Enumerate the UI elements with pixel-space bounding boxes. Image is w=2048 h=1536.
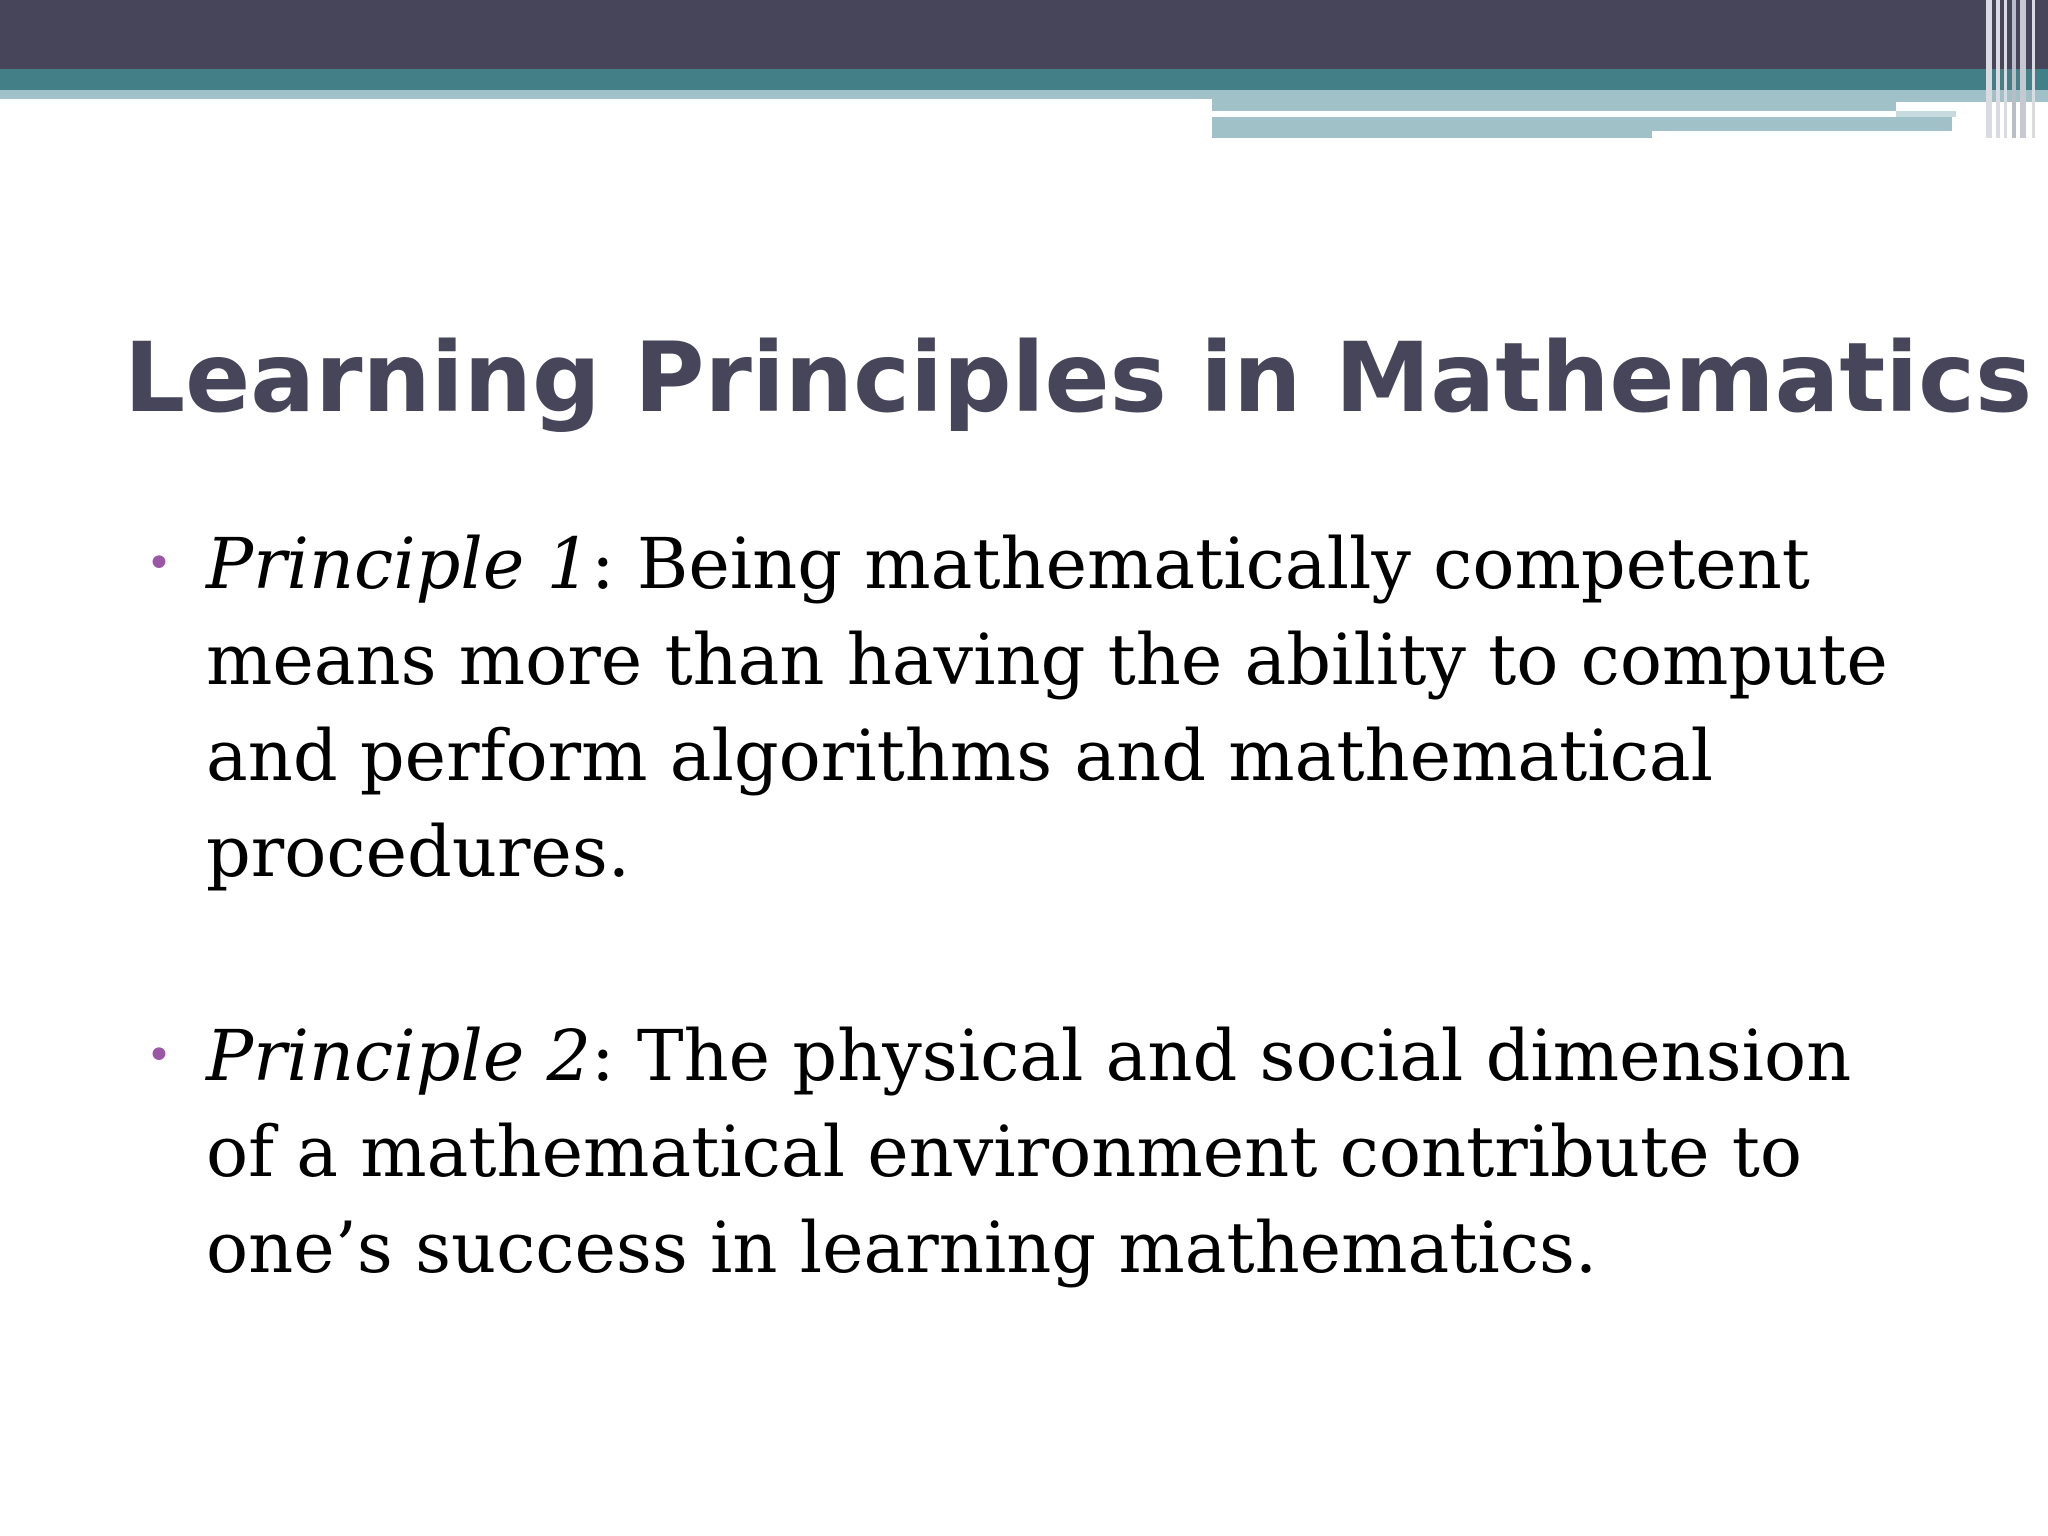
bullet-marker: • (146, 1030, 172, 1081)
header-band-gap (1896, 111, 1956, 117)
header-band-teal (0, 69, 2048, 90)
header-stripe (2032, 0, 2035, 138)
header-stripe (2004, 0, 2007, 138)
header-band-dark (0, 0, 2048, 69)
bullet-marker: • (146, 538, 172, 589)
term-separator: : (591, 523, 615, 605)
header-stripe (1996, 0, 2000, 138)
principle-term: Principle 2 (206, 1015, 592, 1097)
header-band-accent (1212, 90, 2048, 102)
header-band-accent (1652, 117, 1952, 131)
term-separator: : (591, 1015, 615, 1097)
header-band-accent (1212, 102, 1896, 111)
principle-text: Being mathematically competent means more than having the ability to compute and perform algorithms and mathematical procedures. (206, 523, 1888, 893)
principle-term: Principle 1 (206, 523, 592, 605)
bullet-item-principle-2 (146, 1008, 1936, 1296)
header-stripe (2012, 0, 2016, 138)
header-band-accent (1212, 117, 1652, 138)
header-stripe (1986, 0, 1992, 138)
slide-title: Learning Principles in Mathematics (124, 322, 2033, 434)
principle-text: The physical and social dimension of a mathematical environment contribute to one’s success in learning mathematics. (206, 1015, 1852, 1289)
header-band-light (0, 90, 1212, 99)
header-stripe (2020, 0, 2026, 138)
bullet-item-principle-1 (146, 516, 1936, 900)
bullet-list (146, 516, 1936, 1296)
